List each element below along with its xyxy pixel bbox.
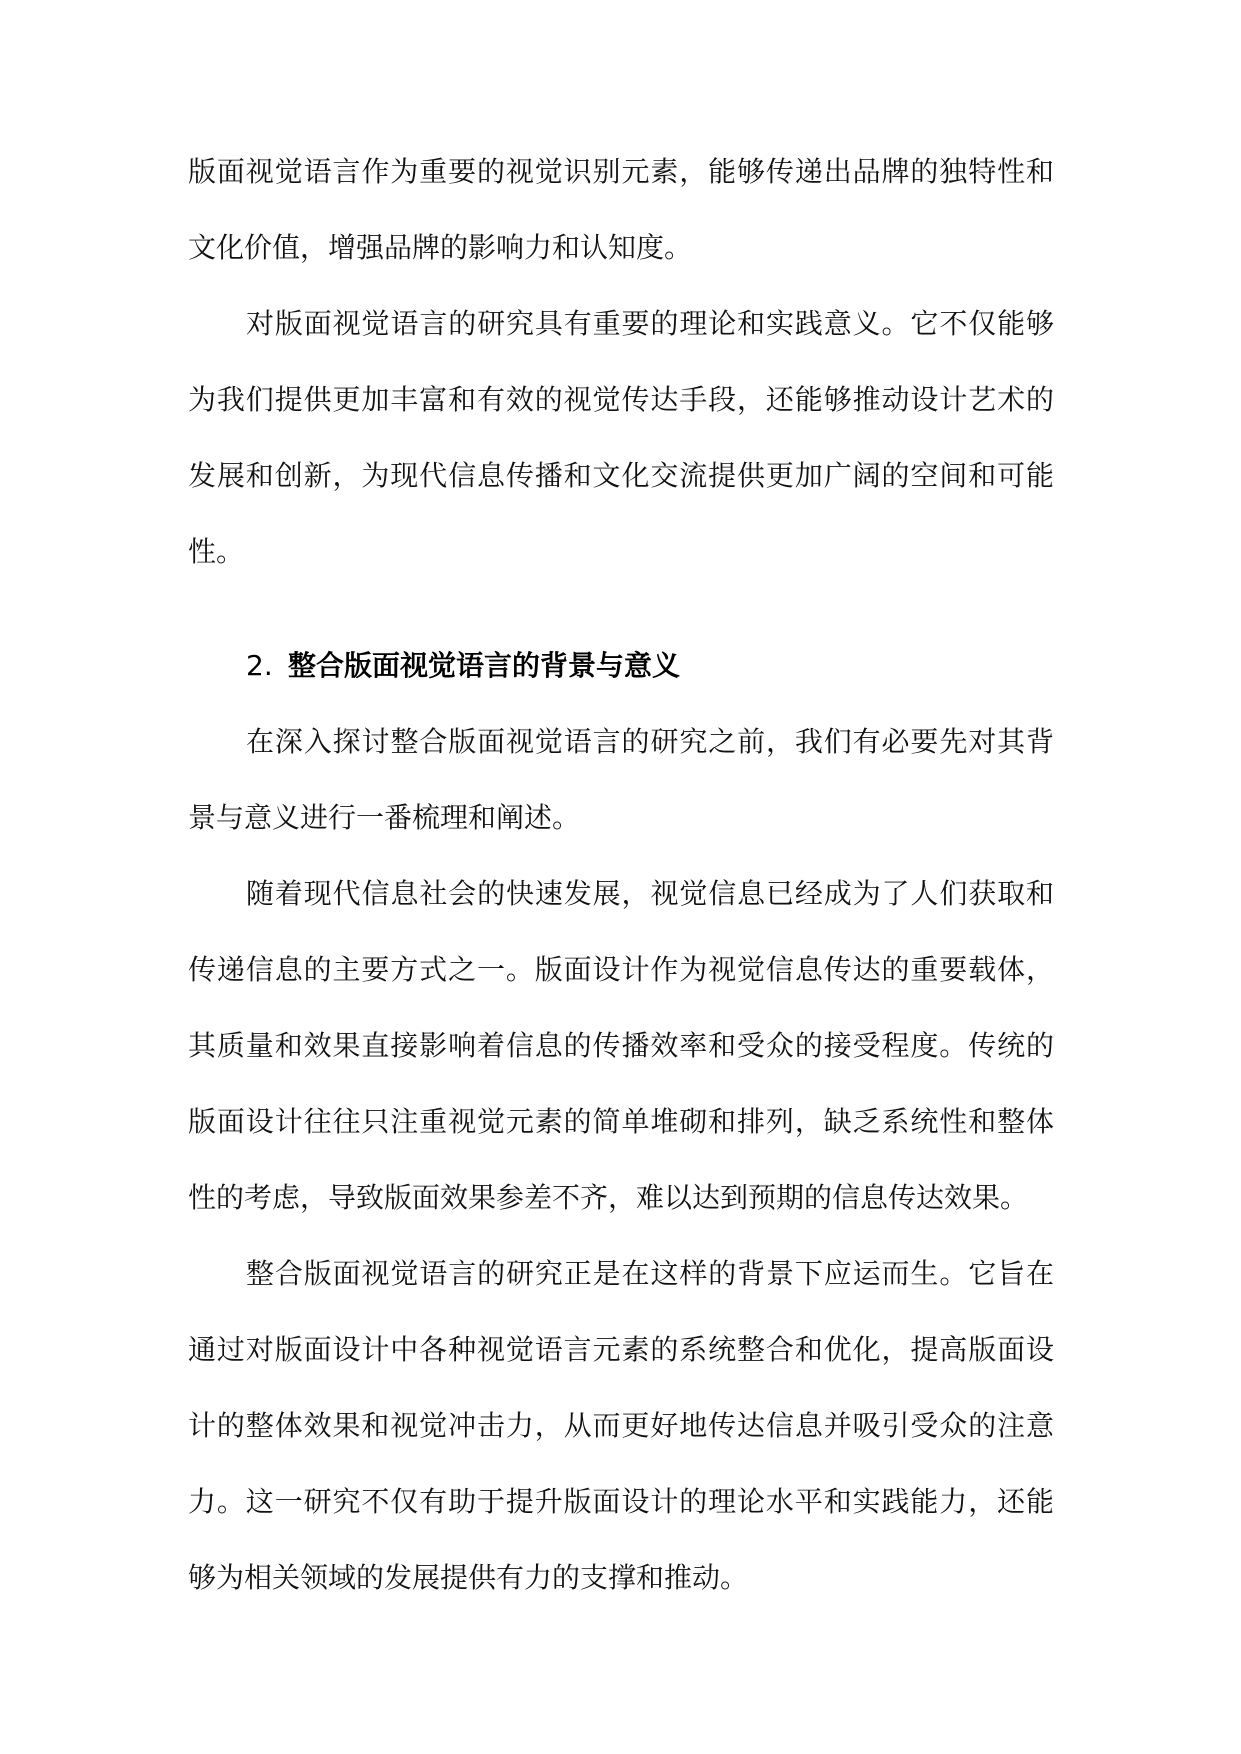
- paragraph-background: 随着现代信息社会的快速发展，视觉信息已经成为了人们获取和传递信息的主要方式之一。版面设计作为视觉信息传达的重要载体，其质量和效果直接影响着信息的传播效率和受众的接受程度。传统的版面设计往往只注重视觉元素的简单堆砌和排列，缺乏系统性和整体性的考虑，导致版面效果参差不齐，难以达到预期的信息传达效果。: [188, 877, 1054, 1214]
- paragraph-brand-recognition: 版面视觉语言作为重要的视觉识别元素，能够传递出品牌的独特性和文化价值，增强品牌的影响力和认知度。: [188, 155, 1054, 264]
- paragraph-intro: 在深入探讨整合版面视觉语言的研究之前，我们有必要先对其背景与意义进行一番梳理和阐述。: [188, 725, 1054, 834]
- section-title: 整合版面视觉语言的背景与意义: [288, 649, 681, 682]
- section-number: 2.: [246, 649, 273, 682]
- section-heading: [188, 628, 1054, 704]
- document-body: [188, 134, 1054, 1616]
- paragraph-integration-research: 整合版面视觉语言的研究正是在这样的背景下应运而生。它旨在通过对版面设计中各种视觉语言元素的系统整合和优化，提高版面设计的整体效果和视觉冲击力，从而更好地传达信息并吸引受众的注意力。这一研究不仅有助于提升版面设计的理论水平和实践能力，还能够为相关领域的发展提供有力的支撑和推动。: [188, 1257, 1054, 1594]
- paragraph-research-significance: 对版面视觉语言的研究具有重要的理论和实践意义。它不仅能够为我们提供更加丰富和有效的视觉传达手段，还能够推动设计艺术的发展和创新，为现代信息传播和文化交流提供更加广阔的空间和可能性。: [188, 307, 1054, 568]
